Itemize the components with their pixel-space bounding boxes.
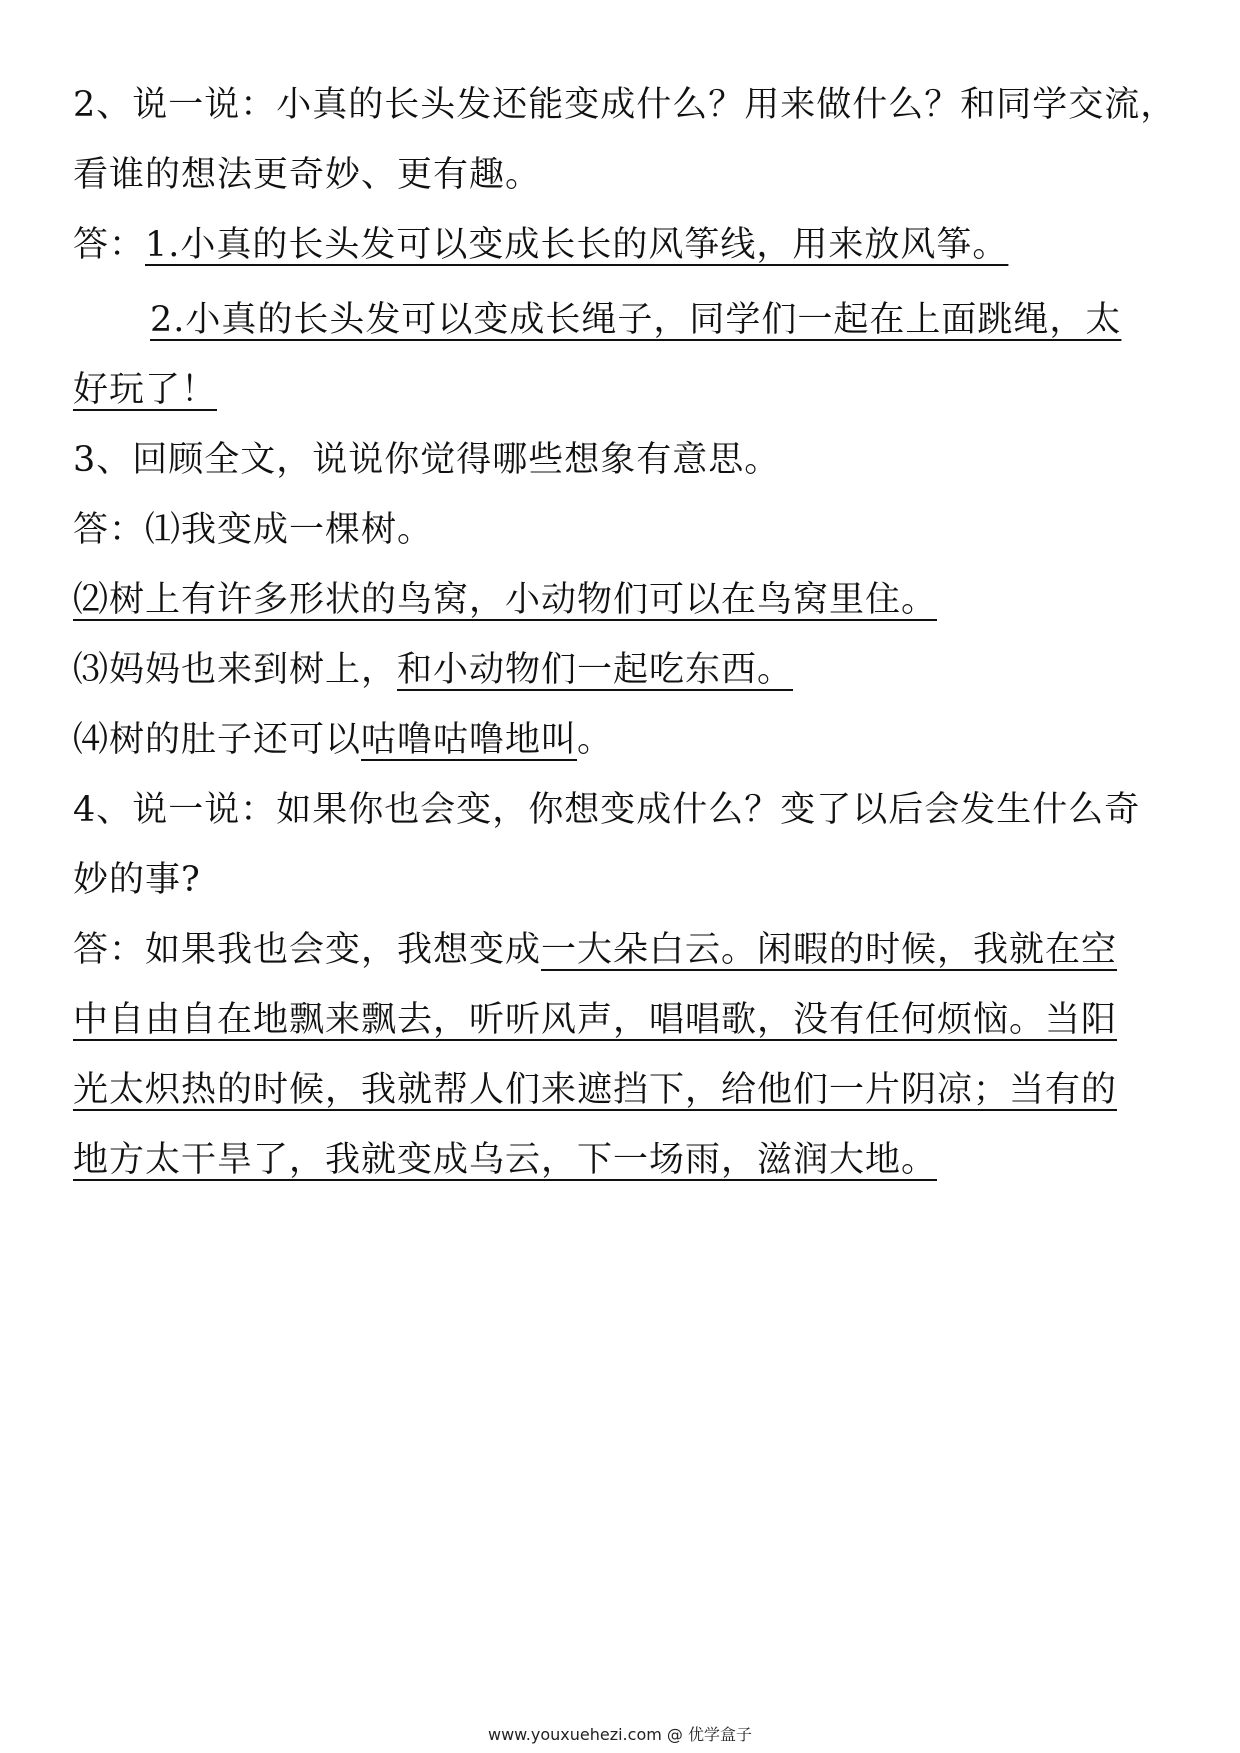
q3-answer-item-3: [73, 635, 793, 705]
q3-item-4-plain: ⑷树的肚子还可以: [73, 720, 362, 760]
q4-answer-line-4: [73, 1125, 937, 1195]
q2-answer-2-line-1: [150, 285, 1121, 355]
q3-question: 3、回顾全文，说说你觉得哪些想象有意思。: [73, 440, 781, 480]
q2-question-line-2: 看谁的想法更奇妙、更有趣。: [73, 155, 542, 195]
q2-answer-2-text-2: 好玩了！: [73, 370, 218, 410]
footer-watermark: www.youxuehezi.com @ 优学盒子: [488, 1725, 752, 1744]
q3-item-1-text: ⑴我变成一棵树。: [145, 510, 434, 550]
q4-answer-underlined-4: 地方太干旱了，我就变成乌云，下一场雨，滋润大地。: [73, 1140, 938, 1180]
q4-answer-plain: 答：如果我也会变，我想变成: [73, 930, 542, 970]
q4-answer-underlined-1: 一大朵白云。闲暇的时候，我就在空: [541, 930, 1118, 970]
q4-answer-line-1: [73, 915, 1117, 985]
q4-question-line-1: 4、说一说：如果你也会变，你想变成什么？变了以后会发生什么奇: [73, 790, 1141, 830]
q3-item-3-plain: ⑶妈妈也来到树上，: [73, 650, 398, 690]
q3-answer-label: 答：: [73, 510, 146, 550]
q4-answer-underlined-3: 光太炽热的时候，我就帮人们来遮挡下，给他们一片阴凉；当有的: [73, 1070, 1118, 1110]
q2-answer-2-text-1: 2.小真的长头发可以变成长绳子，同学们一起在上面跳绳，太: [150, 300, 1122, 340]
q2-question-line-1: 2、说一说：小真的长头发还能变成什么？用来做什么？和同学交流，: [73, 85, 1177, 125]
q4-answer-line-2: [73, 985, 1117, 1055]
q3-item-3-underlined: 和小动物们一起吃东西。: [397, 650, 794, 690]
q2-answer-2-line-2: [73, 355, 217, 425]
q3-item-4-end: 。: [577, 720, 614, 760]
q2-answer-1-text: 1.小真的长头发可以变成长长的风筝线，用来放风筝。: [145, 225, 1009, 265]
q4-question-line-2: 妙的事?: [73, 860, 201, 900]
q3-answer-item-2: [73, 565, 937, 635]
q4-answer-line-3: [73, 1055, 1117, 1125]
q2-answer-label: 答：: [73, 225, 146, 265]
q3-answer-item-4: [73, 705, 613, 775]
q4-answer-underlined-2: 中自由自在地飘来飘去，听听风声，唱唱歌，没有任何烦恼。当阳: [73, 1000, 1118, 1040]
q3-item-2-text: ⑵树上有许多形状的鸟窝，小动物们可以在鸟窝里住。: [73, 580, 938, 620]
q2-answer-1: [73, 210, 1008, 280]
q3-item-4-underlined: 咕噜咕噜地叫: [361, 720, 578, 760]
q3-answer-item-1: [73, 495, 433, 565]
